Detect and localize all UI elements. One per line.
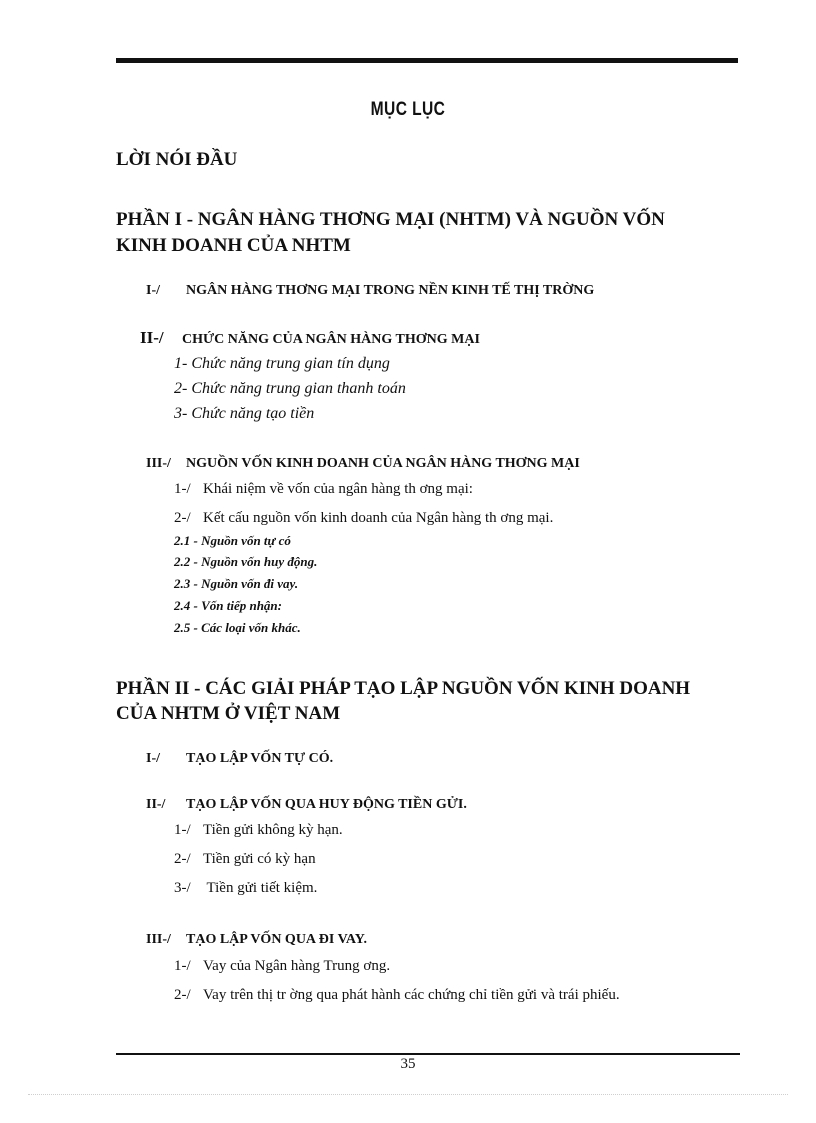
list-item	[174, 507, 553, 529]
part1-heading-line2: KINH DOANH CỦA NHTM	[116, 235, 351, 256]
item-text: Tiền gửi không kỳ hạn.	[203, 822, 343, 838]
sub-item: 2.1 - Nguồn vốn tự có	[174, 533, 291, 548]
page-edge-dots	[28, 1094, 788, 1095]
section-number: III-/	[146, 456, 171, 471]
section-number: III-/	[146, 932, 171, 947]
section-title: TẠO LẬP VỐN TỰ CÓ.	[186, 751, 334, 766]
section-title: CHỨC NĂNG CỦA NGÂN HÀNG THƠNG MẠI	[182, 332, 480, 347]
item-number: 2-/	[174, 851, 191, 867]
item-text: Kết cấu nguồn vốn kinh doanh của Ngân hàng th ơng mại.	[203, 510, 554, 526]
list-item	[174, 848, 316, 870]
item-text: Vay của Ngân hàng Trung ơng.	[203, 958, 391, 974]
part2-section3	[146, 930, 367, 950]
top-rule	[116, 58, 738, 63]
list-item	[174, 478, 473, 500]
section-title: NGUỒN VỐN KINH DOANH CỦA NGÂN HÀNG THƠNG MẠI	[186, 456, 580, 471]
part1-section2	[140, 328, 480, 350]
item-number: 1-/	[174, 481, 191, 497]
section-title: TẠO LẬP VỐN QUA HUY ĐỘNG TIỀN GỬI.	[186, 797, 467, 812]
section-title: TẠO LẬP VỐN QUA ĐI VAY.	[186, 932, 368, 947]
item-text: Vay trên thị tr ờng qua phát hành các chứng chỉ tiền gửi và trái phiếu.	[203, 987, 620, 1003]
list-item: 1- Chức năng trung gian tín dụng	[174, 355, 390, 372]
list-item	[174, 819, 343, 841]
sub-item: 2.2 - Nguồn vốn huy động.	[174, 554, 318, 569]
sub-item: 2.3 - Nguồn vốn đi vay.	[174, 576, 299, 591]
part2-section2	[146, 795, 467, 815]
list-item: 3- Chức năng tạo tiền	[174, 405, 315, 422]
item-text: Tiền gửi tiết kiệm.	[203, 880, 318, 896]
item-number: 1-/	[174, 822, 191, 838]
part1-section3	[146, 454, 580, 474]
section-number: I-/	[146, 283, 160, 298]
list-item	[174, 984, 620, 1006]
item-number: 2-/	[174, 987, 191, 1003]
part2-heading-line1: PHẦN II - CÁC GIẢI PHÁP TẠO LẬP NGUỒN VỐN KINH DOANH	[116, 678, 691, 699]
item-text: Khái niệm về vốn của ngân hàng th ơng mại:	[203, 481, 473, 497]
list-item: 2- Chức năng trung gian thanh toán	[174, 380, 406, 397]
list-item	[174, 955, 390, 977]
part1-heading-line1: PHẦN I - NGÂN HÀNG THƠNG MẠI (NHTM) VÀ NGUỒN VỐN	[116, 209, 665, 230]
page-number: 35	[400, 1056, 416, 1072]
section-title: NGÂN HÀNG THƠNG MẠI TRONG NỀN KINH TẾ THỊ TRỜNG	[186, 283, 595, 298]
page-title: MỤC LỤC	[370, 99, 446, 120]
part1-section1	[146, 281, 594, 301]
item-text: Tiền gửi có kỳ hạn	[203, 851, 316, 867]
list-item	[174, 877, 317, 899]
intro-heading: LỜI NÓI ĐẦU	[116, 149, 238, 170]
item-number: 1-/	[174, 958, 191, 974]
part2-section1	[146, 749, 333, 769]
item-number: 2-/	[174, 510, 191, 526]
sub-item: 2.5 - Các loại vốn khác.	[174, 620, 301, 635]
footer-rule	[116, 1053, 740, 1055]
section-number: II-/	[146, 797, 166, 812]
item-number: 3-/	[174, 880, 191, 896]
sub-item: 2.4 - Vốn tiếp nhận:	[174, 598, 282, 613]
part2-heading-line2: CỦA NHTM Ở VIỆT NAM	[116, 703, 341, 724]
section-number: I-/	[146, 751, 160, 766]
section-number: II-/	[140, 328, 164, 347]
